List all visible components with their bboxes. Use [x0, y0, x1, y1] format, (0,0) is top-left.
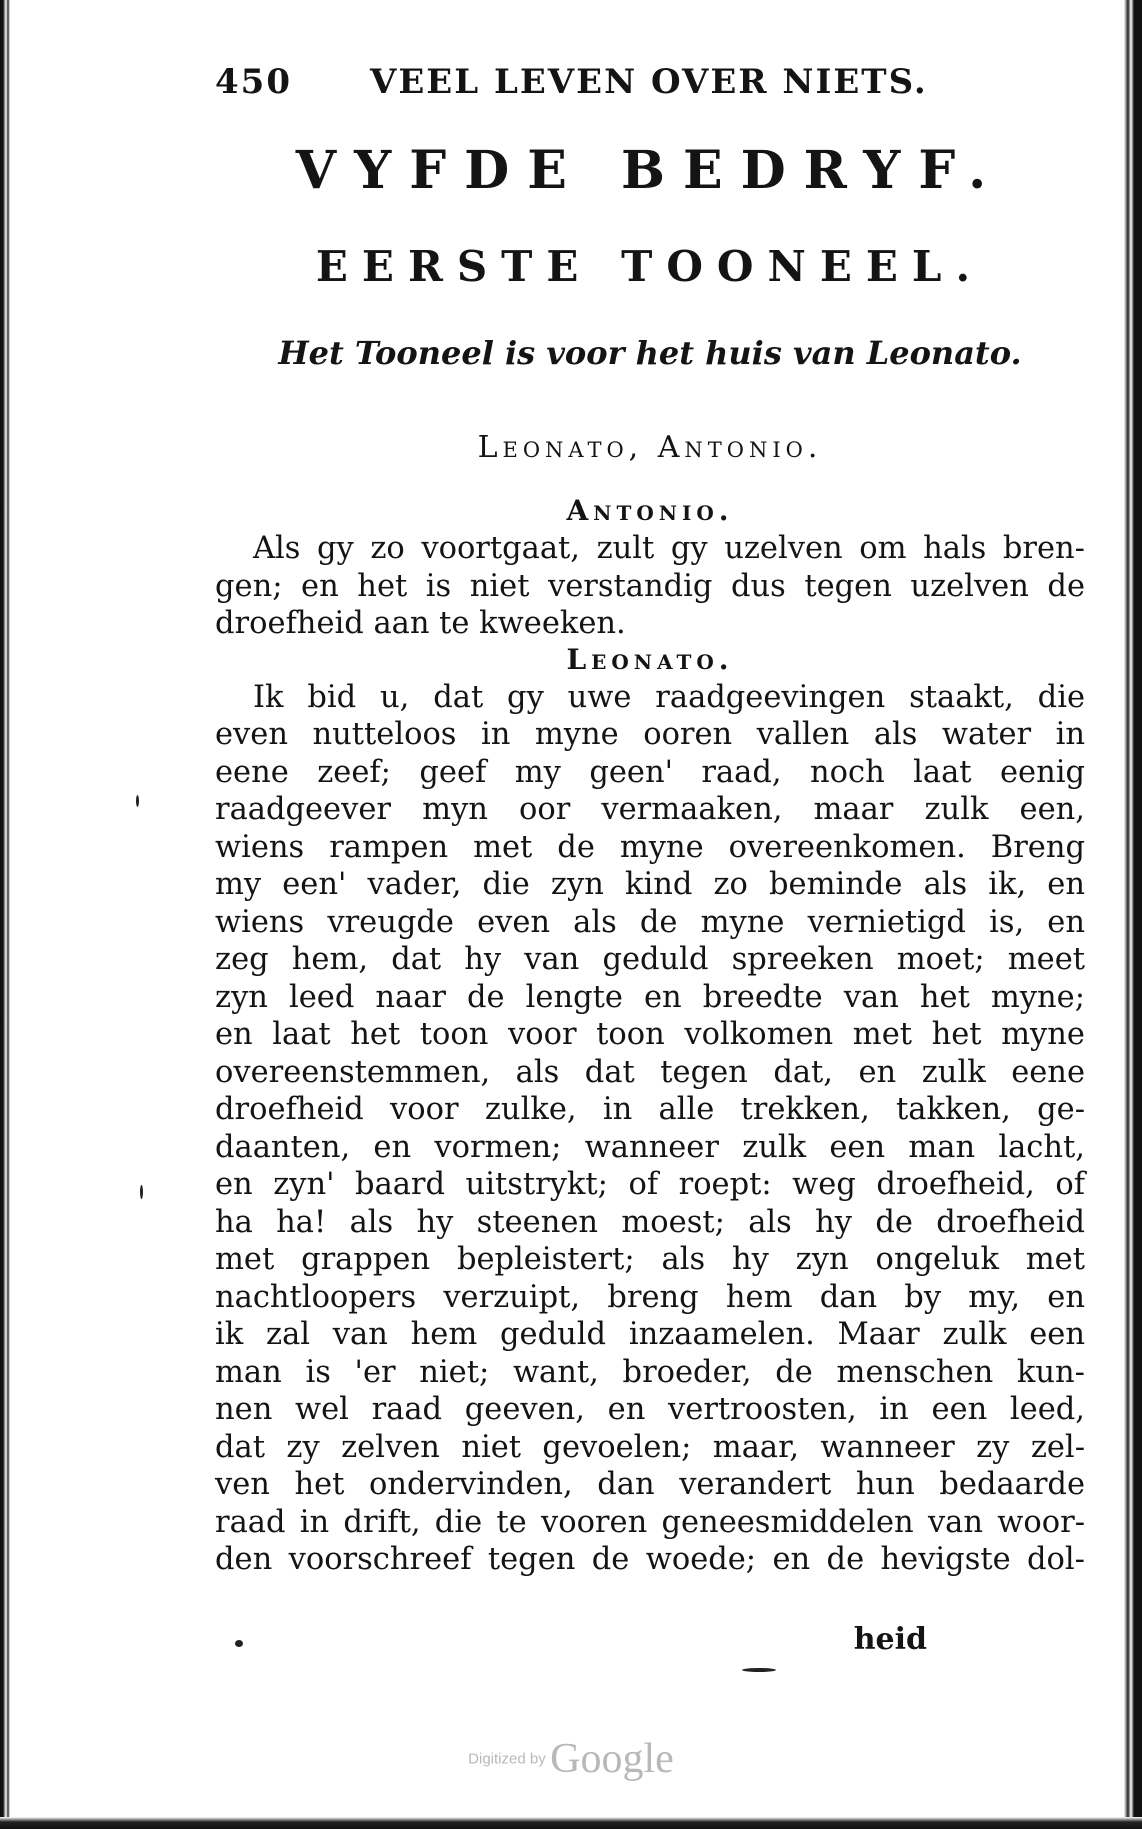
speech-line: raadgeever myn oor vermaaken, maar zulk een,: [215, 792, 1085, 827]
page-edge-left: [0, 0, 14, 1829]
speech-line: man is 'er niet; want, broeder, de menschen kun-: [215, 1354, 1085, 1390]
act-title: VYFDE BEDRYF.: [295, 140, 1005, 201]
scan-speck: [742, 1668, 776, 1672]
speech-line: gen; en het is niet verstandig dus tegen uzelven de: [215, 568, 1085, 604]
speaker-name: Antonio.: [566, 494, 734, 527]
page-number: 450: [215, 62, 292, 102]
speech-line: nachtloopers verzuipt, breng hem dan by my, en: [215, 1279, 1085, 1315]
speech-leonato: [215, 679, 1085, 1579]
speech-line: eene zeef; geef my geen' raad, noch laat eenig: [215, 754, 1085, 790]
speech-line: ven het ondervinden, dan verandert hun bedaarde: [215, 1467, 1085, 1502]
page-edge-right: [1124, 0, 1142, 1829]
speech-line: en zyn' baard uitstrykt; of roept: weg droefheid, of: [215, 1167, 1085, 1202]
stage-setting: Het Tooneel is voor het huis van Leonato.: [278, 334, 1022, 372]
speech-line: overeenstemmen, als dat tegen dat, en zulk eene: [215, 1054, 1085, 1090]
speech-line: en laat het toon voor toon volkomen met het myne: [215, 1017, 1085, 1052]
scan-speck: [136, 795, 139, 807]
speech-line: daanten, en vormen; wanneer zulk een man lacht,: [215, 1129, 1085, 1165]
speech-line: den voorschreef tegen de woede; en de hevigste dol-: [215, 1542, 1085, 1577]
speech-line: droefheid aan te kweeken.: [215, 606, 626, 641]
speaker-name: Leonato.: [566, 642, 734, 676]
speech-antonio: [215, 530, 1085, 643]
speech-line: zeg hem, dat hy van geduld spreeken moet; meet: [215, 942, 1085, 977]
running-head: [215, 62, 1085, 122]
speech-line: Als gy zo voortgaat, zult gy uzelven om hals bren-: [253, 531, 1085, 566]
page-edge-bottom: [0, 1817, 1142, 1829]
cast-list: Leonato, Antonio.: [477, 430, 823, 465]
speech-line: droefheid voor zulke, in alle trekken, takken, ge-: [215, 1092, 1085, 1127]
scan-speck: [140, 1185, 143, 1199]
speech-line: ik zal van hem geduld inzaamelen. Maar zulk een: [215, 1317, 1085, 1352]
scene-title: EERSTE TOONEEL.: [315, 242, 985, 291]
google-logo: Google: [550, 1736, 674, 1782]
speech-line: even nutteloos in myne ooren vallen als water in: [215, 717, 1085, 752]
digitized-watermark: [0, 1735, 1142, 1783]
scan-speck: [235, 1640, 243, 1647]
speech-line: my een' vader, die zyn kind zo beminde als ik, en: [215, 867, 1085, 902]
catchword: heid: [853, 1622, 927, 1657]
digitized-by-label: Digitized by: [468, 1750, 546, 1768]
speech-line: dat zy zelven niet gevoelen; maar, wanneer zy zel-: [215, 1429, 1085, 1465]
text-column: [215, 62, 1085, 1579]
speech-line: met grappen bepleistert; als hy zyn ongeluk met: [215, 1242, 1085, 1277]
speech-line: Ik bid u, dat gy uwe raadgeevingen staakt, die: [253, 679, 1085, 715]
speech-line: ha ha! als hy steenen moest; als hy de droefheid: [215, 1204, 1085, 1240]
speech-line: raad in drift, die te vooren geneesmiddelen van woor-: [215, 1504, 1085, 1540]
speech-line: wiens rampen met de myne overeenkomen. Breng: [215, 829, 1085, 865]
speech-line: nen wel raad geeven, en vertroosten, in een leed,: [215, 1392, 1085, 1427]
running-title: VEEL LEVEN OVER NIETS.: [370, 62, 928, 102]
speech-line: wiens vreugde even als de myne vernietigd is, en: [215, 904, 1085, 940]
speech-line: zyn leed naar de lengte en breedte van het myne;: [215, 979, 1085, 1015]
